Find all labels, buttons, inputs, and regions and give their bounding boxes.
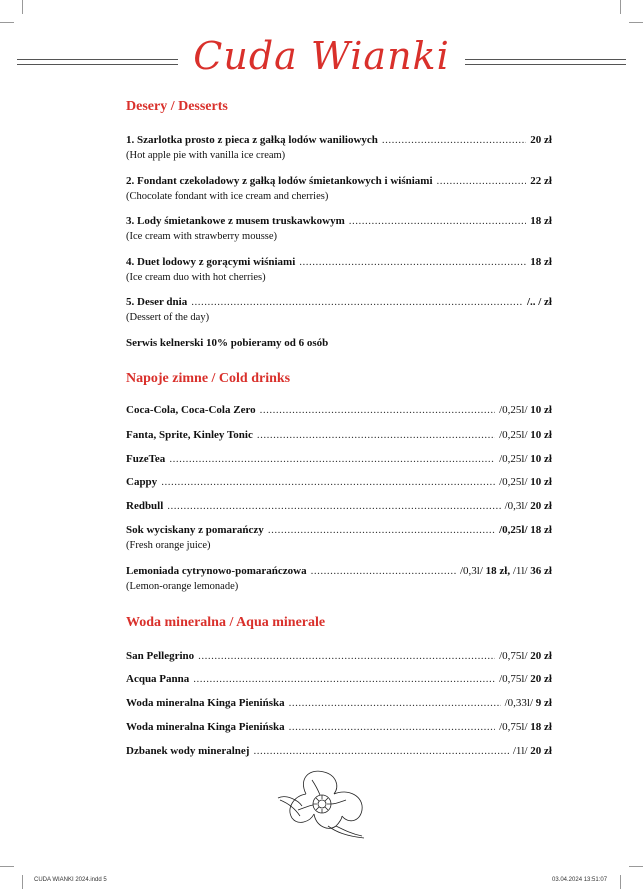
- menu-item: [126, 134, 552, 161]
- crop-mark: [620, 875, 621, 889]
- menu-item: [126, 175, 552, 202]
- item-name: 2. Fondant czekoladowy z gałką lodów śmietankowych i wiśniami: [126, 175, 433, 187]
- crop-mark: [620, 0, 621, 14]
- item-name: Woda mineralna Kinga Pienińska: [126, 697, 285, 709]
- item-volume: /0,75l/: [499, 650, 528, 662]
- menu-item: [126, 256, 552, 283]
- menu-item: [126, 745, 552, 757]
- menu-item: [126, 429, 552, 441]
- menu-item: [126, 500, 552, 512]
- crop-mark: [0, 22, 14, 23]
- item-volume: /0,25l/: [499, 404, 528, 416]
- footer-file-name: CUDA WIANKI 2024.indd 5: [34, 877, 107, 883]
- item-price: 20 zł: [530, 650, 552, 662]
- item-price: 9 zł: [535, 697, 552, 709]
- item-price: 20 zł: [530, 134, 552, 146]
- item-price: 10 zł: [530, 404, 552, 416]
- item-name: 4. Duet lodowy z gorącymi wiśniami: [126, 256, 296, 268]
- item-price: 20 zł: [530, 745, 552, 757]
- brand-logo: Cuda Wianki: [193, 34, 450, 78]
- service-charge-note: Serwis kelnerski 10% pobieramy od 6 osób: [126, 337, 329, 349]
- item-translation: (Ice cream duo with hot cherries): [126, 272, 266, 283]
- item-volume: /0,75l/: [499, 673, 528, 685]
- crop-mark: [629, 866, 643, 867]
- item-name: Dzbanek wody mineralnej: [126, 745, 250, 757]
- item-price: 20 zł: [530, 673, 552, 685]
- section-title-desserts: Desery / Desserts: [126, 99, 228, 114]
- item-volume: /1l/: [512, 565, 528, 577]
- menu-item: [126, 404, 552, 416]
- menu-item: [126, 524, 552, 551]
- item-translation: (Chocolate fondant with ice cream and cherries): [126, 191, 329, 202]
- menu-item: [126, 697, 552, 709]
- item-name: FuzeTea: [126, 453, 166, 465]
- item-volume: /0,25l/: [499, 453, 528, 465]
- item-translation: (Lemon-orange lemonade): [126, 581, 239, 592]
- crop-mark: [0, 866, 14, 867]
- menu-item: [126, 215, 552, 242]
- item-price: 20 zł: [530, 500, 552, 512]
- poppy-flower-icon: [276, 766, 368, 840]
- menu-content: [126, 0, 552, 889]
- item-price: 18 zł: [530, 721, 552, 733]
- item-volume: /1l/: [512, 745, 528, 757]
- crop-mark: [629, 22, 643, 23]
- item-name: San Pellegrino: [126, 650, 195, 662]
- menu-item: [126, 650, 552, 662]
- item-price: 18 zł: [530, 256, 552, 268]
- item-name: Woda mineralna Kinga Pienińska: [126, 721, 285, 733]
- item-name: 1. Szarlotka prosto z pieca z gałką lodów waniliowych: [126, 134, 378, 146]
- menu-item: [126, 296, 552, 323]
- item-price: /.. / zł: [526, 296, 552, 308]
- item-volume: /0,3l/: [504, 500, 528, 512]
- item-name: Cappy: [126, 476, 158, 488]
- item-translation: (Fresh orange juice): [126, 540, 211, 551]
- item-translation: (Dessert of the day): [126, 312, 210, 323]
- crop-mark: [22, 0, 23, 14]
- menu-item: [126, 453, 552, 465]
- item-volume: /0,25l/: [499, 524, 528, 536]
- item-translation: (Hot apple pie with vanilla ice cream): [126, 150, 286, 161]
- item-volume: /0,25l/: [499, 429, 528, 441]
- section-title-cold-drinks: Napoje zimne / Cold drinks: [126, 371, 291, 386]
- menu-item: [126, 673, 552, 685]
- menu-item: [126, 565, 552, 592]
- menu-item: [126, 721, 552, 733]
- item-volume: /0,33l/: [504, 697, 534, 709]
- item-price: 18 zł,: [485, 565, 511, 577]
- item-price: 18 zł: [530, 215, 552, 227]
- item-volume: /0,25l/: [499, 476, 528, 488]
- item-name: 3. Lody śmietankowe z musem truskawkowym: [126, 215, 345, 227]
- item-name: Acqua Panna: [126, 673, 190, 685]
- item-price: 18 zł: [530, 524, 552, 536]
- section-title-mineral-water: Woda mineralna / Aqua minerale: [126, 615, 326, 630]
- crop-mark: [22, 875, 23, 889]
- item-name: Sok wyciskany z pomarańczy: [126, 524, 264, 536]
- menu-item: [126, 476, 552, 488]
- item-volume: /0,75l/: [499, 721, 528, 733]
- footer-timestamp: 03.04.2024 13:51:07: [552, 877, 608, 883]
- item-price: 10 zł: [530, 453, 552, 465]
- item-name: Lemoniada cytrynowo-pomarańczowa: [126, 565, 307, 577]
- item-name: Coca-Cola, Coca-Cola Zero: [126, 404, 256, 416]
- item-price: 10 zł: [530, 429, 552, 441]
- item-price: 22 zł: [530, 175, 552, 187]
- item-price: 36 zł: [530, 565, 552, 577]
- item-name: 5. Deser dnia: [126, 296, 188, 308]
- item-name: Fanta, Sprite, Kinley Tonic: [126, 429, 253, 441]
- item-price: 10 zł: [530, 476, 552, 488]
- item-translation: (Ice cream with strawberry mousse): [126, 231, 278, 242]
- item-name: Redbull: [126, 500, 164, 512]
- item-volume: /0,3l/: [460, 565, 483, 577]
